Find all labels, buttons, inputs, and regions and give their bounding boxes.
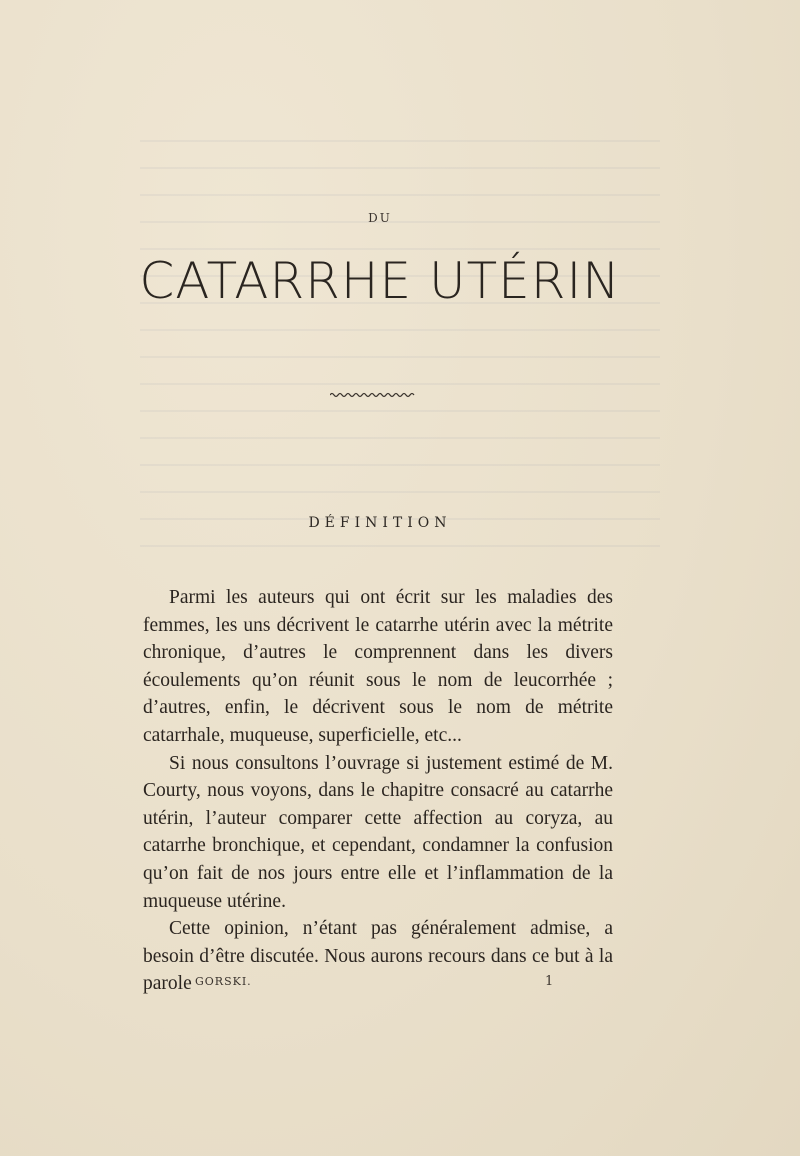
page-title: CATARRHE UTÉRIN — [139, 252, 621, 310]
signature-mark: GORSKI. — [195, 975, 252, 988]
page-number: 1 — [545, 974, 555, 989]
paragraph: Cette opinion, n’étant pas généralement admise, a besoin d’être discutée. Nous aurons recours dans ce but à la parole — [143, 918, 613, 995]
paragraph: Si nous consultons l’ouvrage si justement estimé de M. Courty, nous voyons, dans le chapitre consacré au catarrhe utérin, l’auteur comparer cette affection au coryza, au catarrhe bronchique, et cependant, condamner la confusion qu’on fait de nos jours entre elle et l’inflammation de la muqueuse utérine. — [143, 752, 613, 912]
body-text — [143, 584, 613, 998]
show-through-texture — [140, 140, 660, 560]
pre-title: DU — [368, 211, 392, 225]
paragraph: Parmi les auteurs qui ont écrit sur les maladies des femmes, les uns décrivent le catarrhe utérin avec la métrite chronique, d’autres le comprennent dans les divers écoulements qu’on réunit sous le nom de leucorrhée ; d’autres, enfin, le décrivent sous le nom de métrite catarrhale, muqueuse, superficielle, etc... — [143, 587, 613, 746]
section-heading: DÉFINITION — [308, 515, 452, 531]
ornament-divider — [330, 390, 416, 400]
